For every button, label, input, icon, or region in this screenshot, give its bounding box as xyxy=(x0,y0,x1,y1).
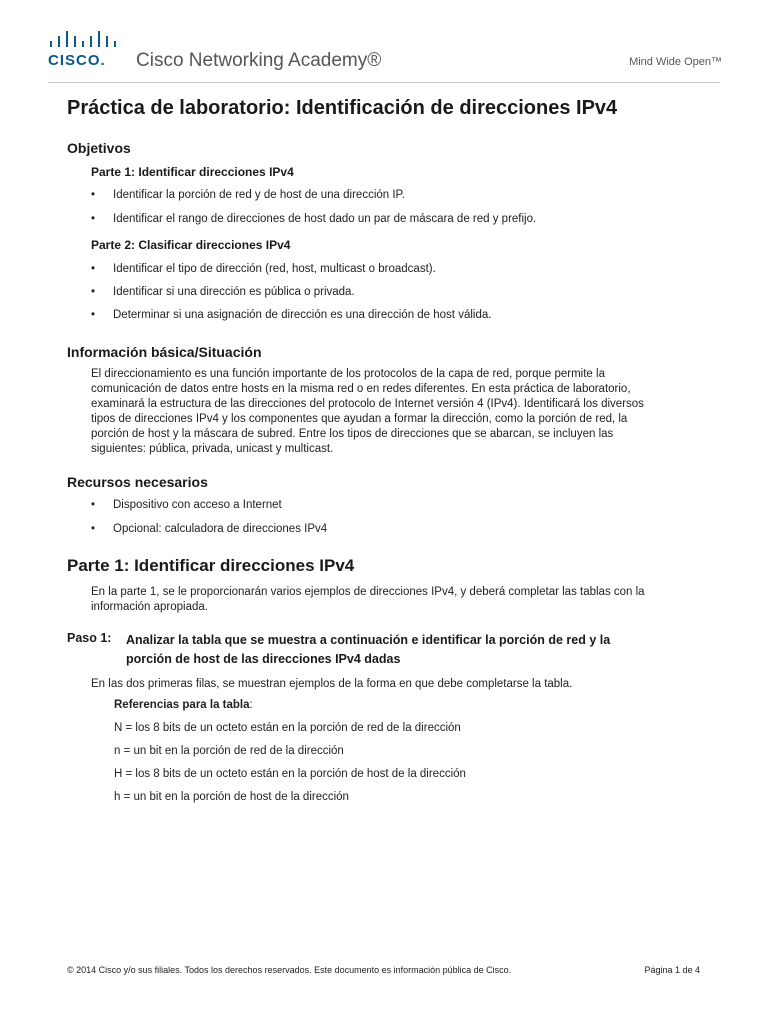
objetivos-heading: Objetivos xyxy=(67,140,131,156)
parte2-objective-heading: Parte 2: Clasificar direcciones IPv4 xyxy=(91,238,291,252)
recursos-heading: Recursos necesarios xyxy=(67,474,208,490)
academy-name: Cisco Networking Academy® xyxy=(136,50,382,71)
cisco-wordmark: CISCO. xyxy=(48,52,106,69)
copyright-footer: © 2014 Cisco y/o sus filiales. Todos los derechos reservados. Este documento es información pública de Cisco. xyxy=(67,965,512,975)
parte1-objective-heading: Parte 1: Identificar direcciones IPv4 xyxy=(91,165,294,179)
header-divider xyxy=(48,82,720,83)
info-paragraph: El direccionamiento es una función importante de los protocolos de la capa de red, porque permite la comunicación de datos entre hosts en la misma red o en redes diferentes. En esta práctica de laboratorio, examinará la estructura de las direcciones del protocolo de Internet versión 4 (IPv4). Identificará los diversos tipos de direcciones IPv4 y los componentes que ayudan a formar la dirección, como la porción de red, la porción de host y la máscara de subred. Entre los tipos de direcciones que se abarcan, se incluyen las siguientes: pública, privada, unicast y multicast. xyxy=(91,368,644,455)
step-label: Paso 1: xyxy=(67,631,112,645)
reference-item: H = los 8 bits de un octeto están en la porción de host de la dirección xyxy=(114,768,466,780)
cisco-logo xyxy=(48,30,118,70)
cisco-bars-icon xyxy=(48,30,118,50)
info-heading: Información básica/Situación xyxy=(67,344,262,360)
tagline: Mind Wide Open™ xyxy=(629,56,722,68)
page-title: Práctica de laboratorio: Identificación de direcciones IPv4 xyxy=(67,97,618,119)
page-header xyxy=(0,0,768,80)
part1-intro: En la parte 1, se le proporcionarán varios ejemplos de direcciones IPv4, y deberá completar las tablas con la información apropiada. xyxy=(91,586,645,613)
reference-item: h = un bit en la porción de host de la dirección xyxy=(114,791,349,803)
step-intro: En las dos primeras filas, se muestran ejemplos de la forma en que debe completarse la tabla. xyxy=(91,678,573,690)
reference-item: N = los 8 bits de un octeto están en la porción de red de la dirección xyxy=(114,722,461,734)
part1-title: Parte 1: Identificar direcciones IPv4 xyxy=(67,556,355,575)
references-heading: Referencias para la tabla: xyxy=(114,699,253,711)
step-title: Analizar la tabla que se muestra a continuación e identificar la porción de red y la porción de host de las direcciones IPv4 dadas xyxy=(126,633,611,666)
reference-item: n = un bit en la porción de red de la dirección xyxy=(114,745,344,757)
page-number: Página 1 de 4 xyxy=(644,965,700,975)
